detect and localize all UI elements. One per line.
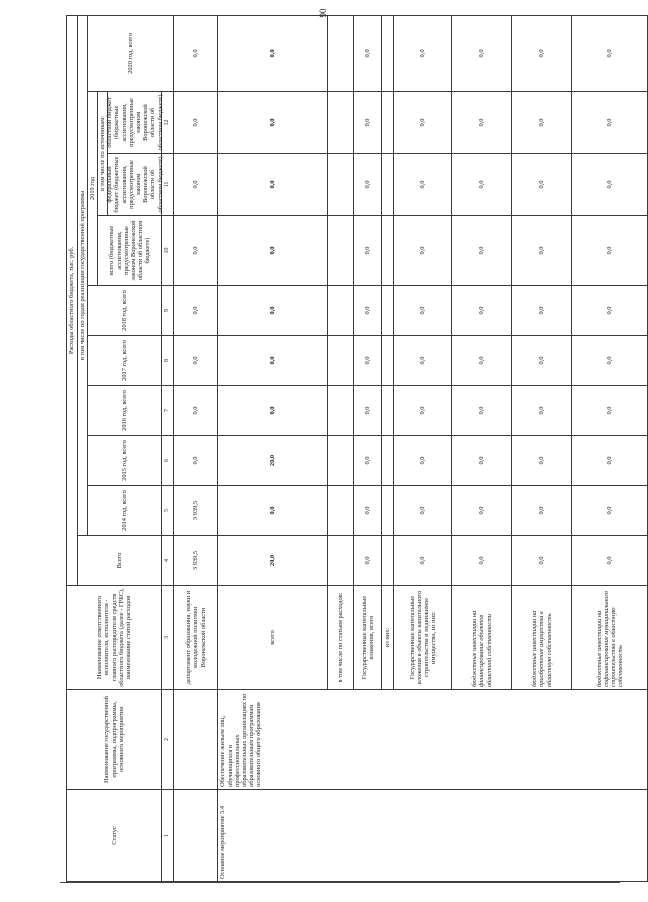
value-cell bbox=[382, 436, 394, 486]
header-2014: 2014 год, всего bbox=[88, 486, 162, 536]
value-cell bbox=[382, 15, 394, 91]
row-label: бюджетные инвестиции на софинансирование муниципального строительства в областную собственность bbox=[572, 586, 648, 690]
value-cell: 0,0 bbox=[572, 216, 648, 286]
value-cell: 0,0 bbox=[174, 216, 218, 286]
value-cell: 0,0 bbox=[452, 286, 512, 336]
value-cell: 0,0 bbox=[354, 436, 382, 486]
value-cell: 0,0 bbox=[572, 486, 648, 536]
col-num: 10 bbox=[162, 216, 174, 286]
value-cell: 0,0 bbox=[174, 154, 218, 216]
value-cell: 0,0 bbox=[354, 536, 382, 586]
row-label: департамент образования, науки и молодежной политики Воронежской области bbox=[174, 586, 218, 690]
value-cell: 0,0 bbox=[218, 216, 328, 286]
header-2019: 2019 год bbox=[88, 92, 98, 286]
value-cell bbox=[382, 486, 394, 536]
status-cell bbox=[174, 790, 218, 882]
value-cell: 0,0 bbox=[452, 436, 512, 486]
header-2016: 2016 год, всего bbox=[88, 386, 162, 436]
status-cell: Основное мероприятие 5.4 bbox=[218, 790, 648, 882]
value-cell: 0,0 bbox=[512, 436, 572, 486]
value-cell: 0,0 bbox=[174, 386, 218, 436]
header-2017: 2017 год, всего bbox=[88, 336, 162, 386]
header-regional: областной бюджет (бюджетные ассигнования, предусмотренные законом Воронежской области об областном бюджете) bbox=[106, 94, 164, 151]
col-num: 12 bbox=[162, 92, 174, 154]
value-cell: 0,0 bbox=[452, 154, 512, 216]
value-cell: 0,0 bbox=[218, 336, 328, 386]
header-federal: федеральный бюджет (бюджетные ассигнования, предусмотренные законом Воронежской области об областном бюджете) bbox=[108, 153, 161, 215]
header-2020: 2020 год, всего bbox=[88, 15, 174, 91]
value-cell: 0,0 bbox=[512, 286, 572, 336]
col-num: 3 bbox=[162, 586, 174, 690]
value-cell: 0,0 bbox=[452, 15, 512, 91]
header-2019-sources bbox=[98, 92, 162, 216]
header-total: Всего bbox=[78, 536, 162, 586]
col-num: 11 bbox=[162, 154, 174, 216]
value-cell bbox=[328, 336, 354, 386]
col-num: 9 bbox=[162, 286, 174, 336]
header-2019-total: всего (бюджетные ассигнования, предусмотренные законом Воронежской области об областном бюджете) bbox=[98, 216, 162, 286]
col-num: 5 bbox=[162, 486, 174, 536]
col-num: 6 bbox=[162, 436, 174, 486]
value-cell: 0,0 bbox=[394, 336, 452, 386]
value-cell bbox=[382, 336, 394, 386]
value-cell: 0,0 bbox=[354, 15, 382, 91]
value-cell: 0,0 bbox=[174, 15, 218, 91]
header-program: Наименование государственной программы, подпрограммы, основного мероприятия bbox=[67, 690, 162, 790]
value-cell: 0,0 bbox=[354, 386, 382, 436]
row-label: бюджетные инвестиции на приобретение имущества в областную собственность bbox=[512, 586, 572, 690]
value-cell bbox=[382, 154, 394, 216]
row-label: Государственные капитальные вложения в объекты капитального строительства и недвижимое имущество, из них: bbox=[394, 586, 452, 690]
value-cell: 0,0 bbox=[354, 286, 382, 336]
value-cell: 0,0 bbox=[354, 216, 382, 286]
row-label: в том числе по статьям расходов: bbox=[328, 586, 354, 690]
col-num: 4 bbox=[162, 536, 174, 586]
value-cell bbox=[328, 216, 354, 286]
value-cell: 0,0 bbox=[572, 436, 648, 486]
value-cell: 0,0 bbox=[512, 15, 572, 91]
value-cell: 0,0 bbox=[572, 336, 648, 386]
value-cell: 0,0 bbox=[394, 92, 452, 154]
value-cell: 0,0 bbox=[452, 536, 512, 586]
col-num: 7 bbox=[162, 386, 174, 436]
value-cell: 0,0 bbox=[218, 15, 328, 91]
value-cell: 0,0 bbox=[394, 154, 452, 216]
rotated-table-container bbox=[66, 16, 625, 882]
value-cell bbox=[382, 286, 394, 336]
value-cell: 0,0 bbox=[452, 216, 512, 286]
value-cell: 0,0 bbox=[512, 154, 572, 216]
program-cell: Обеспечение жильем лиц, обучающихся в профессиональных образовательных организациях по образовательным программам основного общего образования bbox=[218, 690, 648, 790]
value-cell: 0,0 bbox=[452, 92, 512, 154]
value-cell: 0,0 bbox=[394, 216, 452, 286]
value-cell: 0,0 bbox=[512, 216, 572, 286]
value-cell: 0,0 bbox=[218, 154, 328, 216]
value-cell: 0,0 bbox=[174, 436, 218, 486]
value-cell: 0,0 bbox=[572, 154, 648, 216]
value-cell: 0,0 bbox=[512, 486, 572, 536]
value-cell: 0,0 bbox=[218, 92, 328, 154]
value-cell: 0,0 bbox=[572, 536, 648, 586]
value-cell: 0,0 bbox=[572, 286, 648, 336]
header-status: Статус bbox=[67, 790, 162, 882]
value-cell: 0,0 bbox=[394, 286, 452, 336]
value-cell: 0,0 bbox=[572, 92, 648, 154]
value-cell: 0,0 bbox=[572, 386, 648, 436]
value-cell: 0,0 bbox=[512, 336, 572, 386]
value-cell bbox=[328, 386, 354, 436]
value-cell: 20,0 bbox=[218, 536, 328, 586]
value-cell bbox=[328, 286, 354, 336]
value-cell: 0,0 bbox=[218, 386, 328, 436]
header-2018: 2018 год, всего bbox=[88, 286, 162, 336]
col-num: 8 bbox=[162, 336, 174, 386]
value-cell: 0,0 bbox=[452, 486, 512, 536]
value-cell: 0,0 bbox=[218, 286, 328, 336]
value-cell: 0,0 bbox=[512, 386, 572, 436]
header-by-years: в том числе по годам реализации государственной программы bbox=[78, 15, 88, 535]
budget-table bbox=[66, 15, 648, 882]
value-cell bbox=[328, 486, 354, 536]
value-cell bbox=[328, 15, 354, 91]
value-cell: 0,0 bbox=[512, 92, 572, 154]
value-cell: 0,0 bbox=[394, 486, 452, 536]
col-num: 2 bbox=[162, 690, 174, 790]
value-cell: 0,0 bbox=[572, 15, 648, 91]
value-cell bbox=[382, 386, 394, 436]
value-cell bbox=[382, 536, 394, 586]
value-cell: 0,0 bbox=[394, 15, 452, 91]
value-cell bbox=[382, 216, 394, 286]
header-2015: 2015 год, всего bbox=[88, 436, 162, 486]
value-cell bbox=[328, 536, 354, 586]
value-cell bbox=[328, 92, 354, 154]
value-cell: 3 939,5 bbox=[174, 486, 218, 536]
value-cell: 0,0 bbox=[452, 336, 512, 386]
value-cell: 0,0 bbox=[354, 154, 382, 216]
value-cell: 0,0 bbox=[394, 436, 452, 486]
table-row bbox=[174, 15, 218, 881]
value-cell: 0,0 bbox=[452, 386, 512, 436]
header-by-sources: в том числе по источникам: bbox=[98, 92, 108, 215]
value-cell bbox=[382, 92, 394, 154]
row-label: из них: bbox=[382, 586, 394, 690]
page-bottom-rule bbox=[60, 882, 620, 883]
program-cell bbox=[174, 690, 218, 790]
table-row bbox=[218, 15, 328, 881]
value-cell: 0,0 bbox=[174, 286, 218, 336]
value-cell: 0,0 bbox=[354, 486, 382, 536]
value-cell: 3 939,5 bbox=[174, 536, 218, 586]
row-label: всего bbox=[218, 586, 328, 690]
value-cell: 0,0 bbox=[394, 386, 452, 436]
value-cell: 0,0 bbox=[354, 336, 382, 386]
header-responsible: Наименование ответственного исполнителя, исполнителя - главного распорядителя средств областного бюджета (далее - ГРБС), наименование статей расходов bbox=[67, 586, 162, 690]
page-number: 90 bbox=[318, 8, 328, 18]
value-cell: 0,0 bbox=[218, 486, 328, 536]
value-cell: 0,0 bbox=[174, 336, 218, 386]
value-cell bbox=[328, 436, 354, 486]
row-label: Государственные капитальные вложения, всего bbox=[354, 586, 382, 690]
value-cell: 20,0 bbox=[218, 436, 328, 486]
col-num: 1 bbox=[162, 790, 174, 882]
value-cell: 0,0 bbox=[354, 92, 382, 154]
value-cell: 0,0 bbox=[174, 92, 218, 154]
value-cell: 0,0 bbox=[394, 536, 452, 586]
value-cell bbox=[328, 154, 354, 216]
row-label: бюджетные инвестиции на финансирование объектов областной собственности bbox=[452, 586, 512, 690]
header-expenses: Расходы областного бюджета, тыс. руб. bbox=[67, 15, 78, 585]
value-cell: 0,0 bbox=[512, 536, 572, 586]
